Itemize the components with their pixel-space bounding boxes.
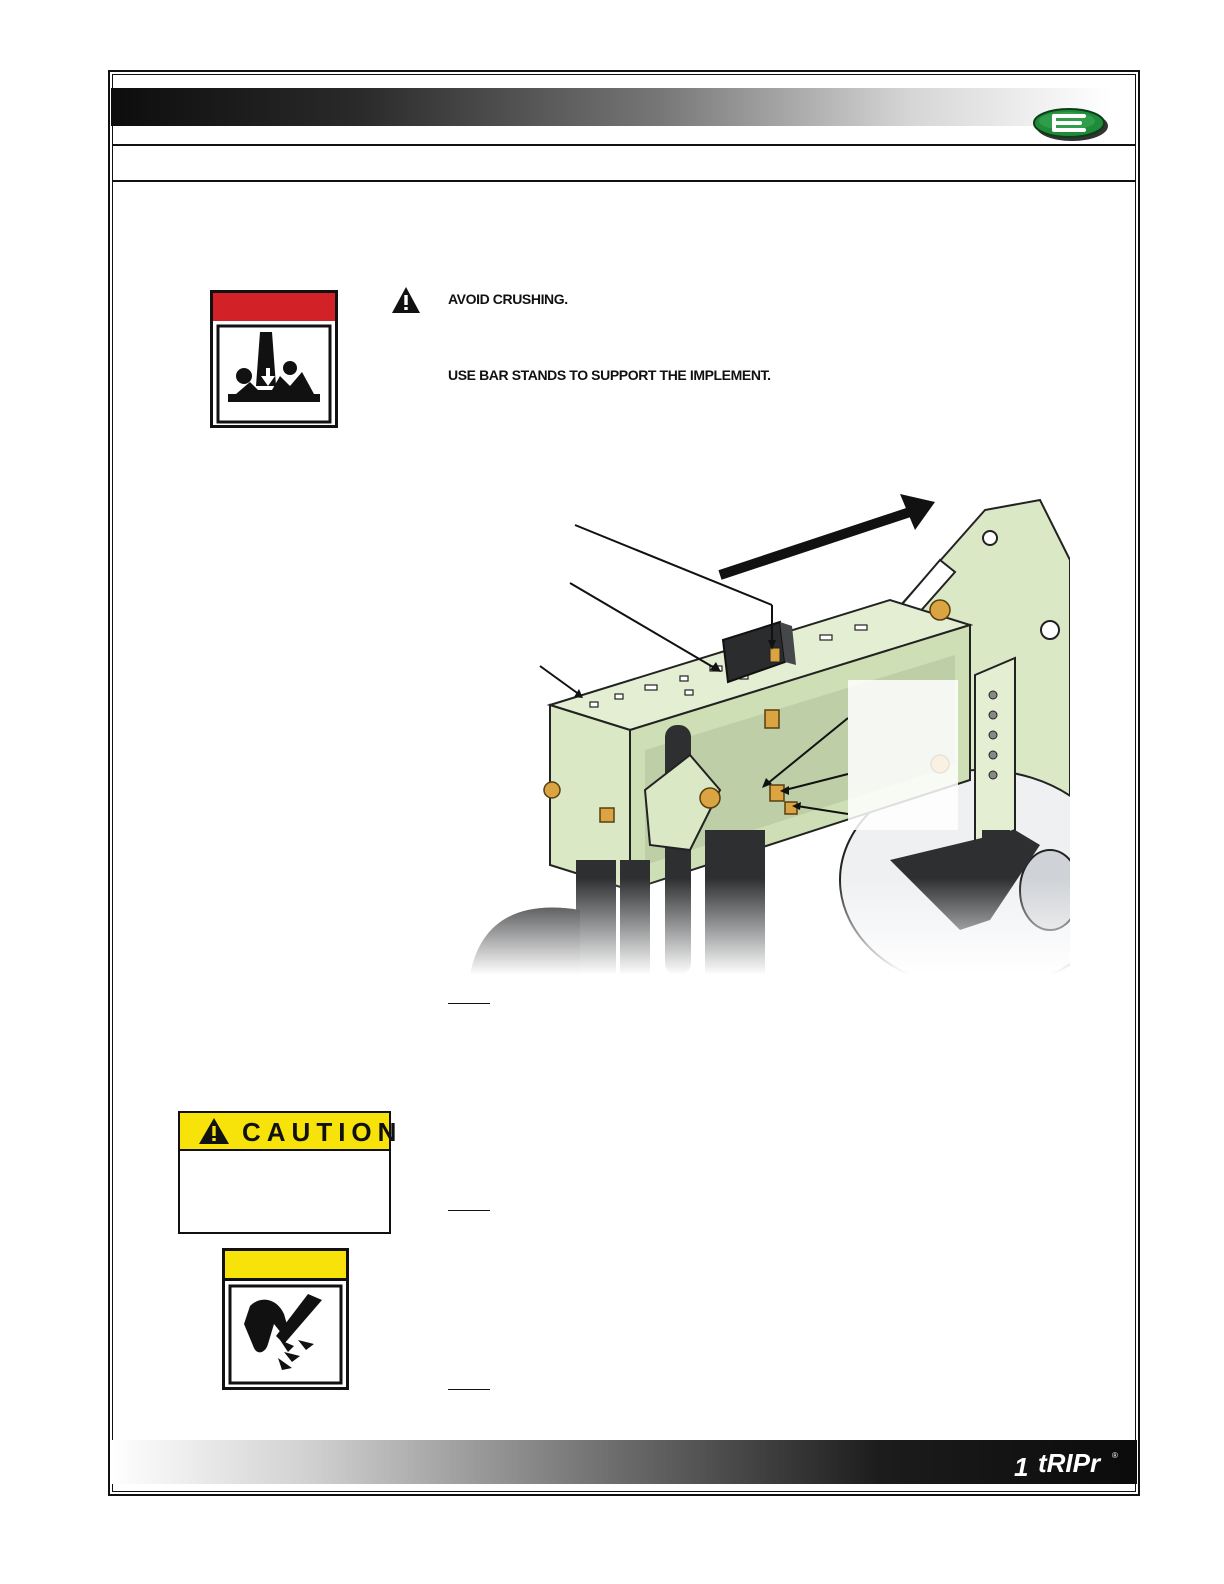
- header-divider-top: [112, 144, 1136, 146]
- brand-logo-text: tRIPr: [1038, 1448, 1101, 1478]
- footer-gradient-bar: [111, 1440, 1137, 1484]
- warning-triangle-icon: [391, 286, 421, 314]
- hand-pinch-hazard-icon: [222, 1248, 349, 1390]
- header-gradient-bar: [111, 88, 1111, 126]
- caution-label: [178, 1111, 403, 1234]
- note-marker-3: [448, 1389, 490, 1390]
- toolbar-illustration: [440, 490, 1070, 975]
- note-marker-1: [448, 1003, 490, 1004]
- crush-warning-instruction: USE BAR STANDS TO SUPPORT THE IMPLEMENT.: [448, 367, 771, 383]
- crush-warning-title: AVOID CRUSHING.: [448, 291, 568, 307]
- warning-triangle-icon: [198, 1117, 230, 1145]
- brand-logo-number: 1: [1014, 1452, 1029, 1480]
- header-divider-bottom: [112, 180, 1136, 182]
- caution-word: CAUTION: [242, 1117, 403, 1147]
- brand-logo: [1012, 1448, 1122, 1480]
- crush-hazard-icon: [210, 290, 338, 428]
- note-marker-2: [448, 1210, 490, 1211]
- caution-header: [180, 1113, 403, 1151]
- brand-logo-mark: ®: [1112, 1451, 1118, 1460]
- company-logo-icon: [1032, 106, 1110, 142]
